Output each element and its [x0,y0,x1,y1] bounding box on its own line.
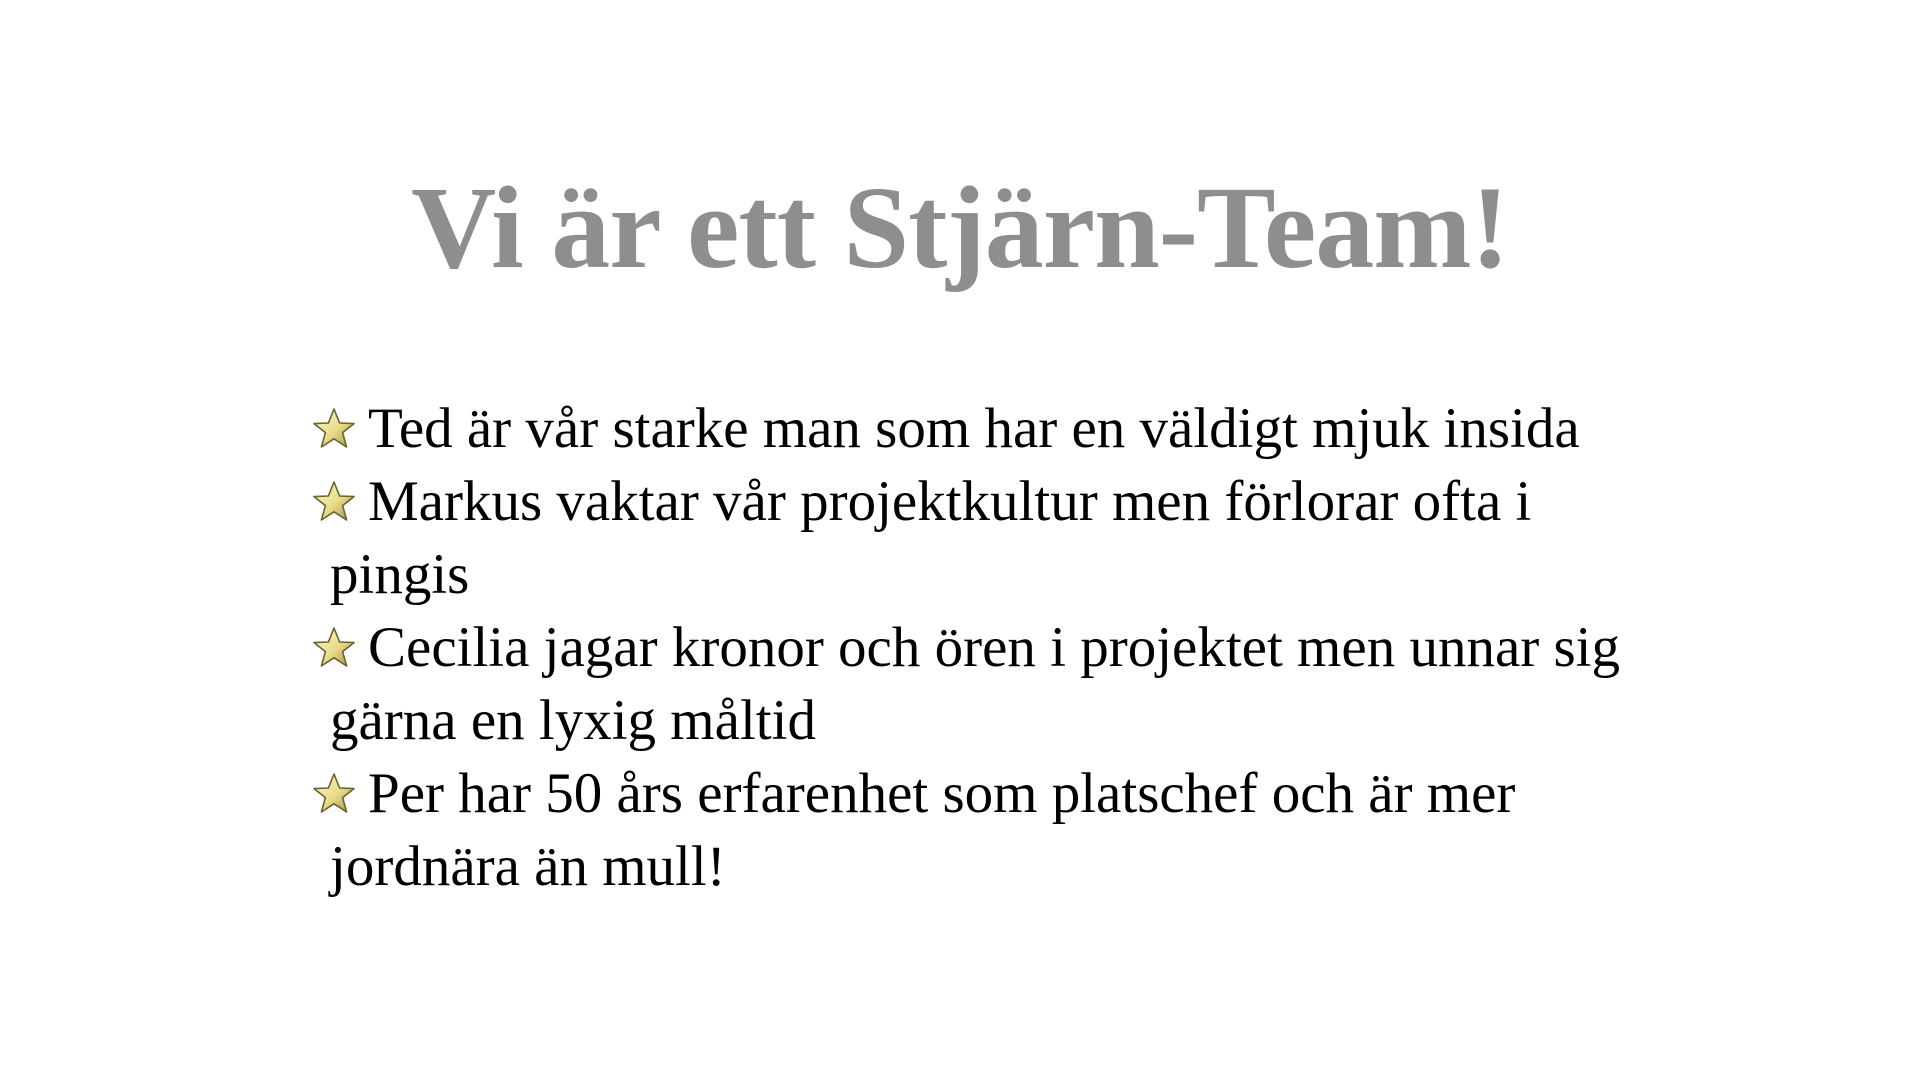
star-icon [310,770,358,818]
slide-title: Vi är ett Stjärn-Team! [411,162,1509,293]
star-icon [310,478,358,526]
star-icon [310,624,358,672]
bullet-text: Per har 50 års erfarenhet som platschef och är mer jordnära än mull! [330,762,1516,898]
bullet-item [310,757,1630,903]
bullet-item [310,465,1630,611]
bullet-item [310,392,1630,465]
bullet-text: Ted är vår starke man som har en väldigt mjuk insida [368,397,1580,460]
star-icon [310,405,358,453]
bullet-item [310,611,1630,757]
bullet-text: Markus vaktar vår projektkultur men förlorar ofta i pingis [330,470,1532,606]
bullet-list [310,392,1630,903]
bullet-text: Cecilia jagar kronor och ören i projektet men unnar sig gärna en lyxig måltid [330,616,1620,752]
